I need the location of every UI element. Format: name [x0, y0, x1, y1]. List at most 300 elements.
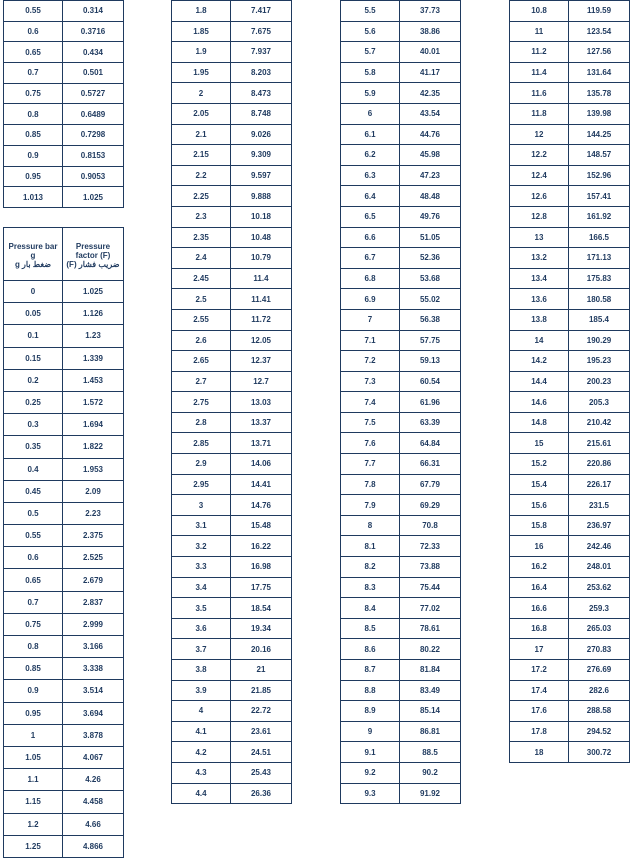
- table-row: [510, 289, 630, 310]
- pressure-cell: 13.2: [510, 248, 569, 269]
- factor-cell: 1.822: [63, 436, 124, 458]
- table-row: [341, 165, 461, 186]
- factor-cell: 253.62: [569, 577, 630, 598]
- pressure-table-col1-bottom: [3, 227, 124, 858]
- factor-cell: 4.067: [63, 746, 124, 768]
- pressure-cell: 0.15: [4, 347, 63, 369]
- factor-cell: 139.98: [569, 103, 630, 124]
- table-row: [172, 412, 292, 433]
- pressure-cell: 2.2: [172, 165, 231, 186]
- table-row: [172, 762, 292, 783]
- pressure-cell: 7.8: [341, 474, 400, 495]
- factor-cell: 8.748: [231, 103, 292, 124]
- factor-cell: 72.33: [400, 536, 461, 557]
- table-row: [510, 392, 630, 413]
- table-row: [510, 42, 630, 63]
- table-row: [4, 347, 124, 369]
- pressure-cell: 1.95: [172, 62, 231, 83]
- table-row: [341, 227, 461, 248]
- factor-cell: 0.3716: [63, 21, 124, 42]
- factor-cell: 78.61: [400, 618, 461, 639]
- factor-cell: 0.9053: [63, 166, 124, 187]
- factor-cell: 0.501: [63, 63, 124, 84]
- pressure-cell: 0.5: [4, 502, 63, 524]
- table-row: [4, 791, 124, 813]
- table-row: [341, 557, 461, 578]
- table-row: [172, 598, 292, 619]
- factor-cell: 10.48: [231, 227, 292, 248]
- factor-cell: 73.88: [400, 557, 461, 578]
- factor-cell: 1.953: [63, 458, 124, 480]
- table-row: [4, 436, 124, 458]
- pressure-cell: 6.7: [341, 248, 400, 269]
- table-row: [172, 186, 292, 207]
- pressure-cell: 0.65: [4, 569, 63, 591]
- pressure-cell: 5.5: [341, 1, 400, 22]
- pressure-cell: 0.7: [4, 63, 63, 84]
- factor-cell: 288.58: [569, 701, 630, 722]
- pressure-cell: 4.4: [172, 783, 231, 804]
- table-row: [4, 769, 124, 791]
- pressure-cell: 3.8: [172, 660, 231, 681]
- pressure-cell: 2.95: [172, 474, 231, 495]
- factor-cell: 190.29: [569, 330, 630, 351]
- table-row: [510, 309, 630, 330]
- factor-cell: 3.878: [63, 724, 124, 746]
- table-row: [341, 762, 461, 783]
- pressure-cell: 0.8: [4, 636, 63, 658]
- pressure-cell: 6.4: [341, 186, 400, 207]
- factor-cell: 0.5727: [63, 83, 124, 104]
- factor-cell: 242.46: [569, 536, 630, 557]
- pressure-cell: 12.6: [510, 186, 569, 207]
- table-row: [510, 742, 630, 763]
- table-row: [510, 268, 630, 289]
- table-row: [510, 639, 630, 660]
- factor-cell: 4.458: [63, 791, 124, 813]
- pressure-cell: 6.5: [341, 206, 400, 227]
- table-row: [510, 495, 630, 516]
- table-row: [510, 577, 630, 598]
- table-row: [510, 145, 630, 166]
- table-row: [4, 525, 124, 547]
- table-row: [172, 227, 292, 248]
- factor-cell: 0.8153: [63, 145, 124, 166]
- pressure-cell: 7.3: [341, 371, 400, 392]
- factor-cell: 1.23: [63, 325, 124, 347]
- factor-cell: 9.309: [231, 145, 292, 166]
- pressure-cell: 17.2: [510, 660, 569, 681]
- pressure-cell: 2.6: [172, 330, 231, 351]
- pressure-cell: 9.1: [341, 742, 400, 763]
- pressure-cell: 0.2: [4, 369, 63, 391]
- factor-cell: 0.434: [63, 42, 124, 63]
- table-row: [341, 474, 461, 495]
- table-row: [172, 783, 292, 804]
- factor-cell: 180.58: [569, 289, 630, 310]
- table-row: [510, 660, 630, 681]
- pressure-cell: 16.8: [510, 618, 569, 639]
- factor-cell: 59.13: [400, 351, 461, 372]
- factor-cell: 10.79: [231, 248, 292, 269]
- pressure-cell: 1.013: [4, 187, 63, 208]
- factor-cell: 11.41: [231, 289, 292, 310]
- factor-cell: 0.7298: [63, 125, 124, 146]
- factor-cell: 17.75: [231, 577, 292, 598]
- pressure-cell: 1.85: [172, 21, 231, 42]
- pressure-cell: 16.2: [510, 557, 569, 578]
- pressure-cell: 11: [510, 21, 569, 42]
- factor-cell: 63.39: [400, 412, 461, 433]
- pressure-cell: 16: [510, 536, 569, 557]
- table-row: [341, 248, 461, 269]
- pressure-cell: 2: [172, 83, 231, 104]
- table-row: [341, 701, 461, 722]
- table-row: [172, 618, 292, 639]
- factor-cell: 157.41: [569, 186, 630, 207]
- pressure-cell: 0.75: [4, 613, 63, 635]
- table-row: [510, 433, 630, 454]
- factor-cell: 9.597: [231, 165, 292, 186]
- table-row: [341, 309, 461, 330]
- table-row: [341, 433, 461, 454]
- factor-cell: 11.4: [231, 268, 292, 289]
- pressure-cell: 2.75: [172, 392, 231, 413]
- pressure-table-col3: [340, 0, 461, 804]
- table-row: [172, 103, 292, 124]
- factor-cell: 200.23: [569, 371, 630, 392]
- pressure-cell: 11.4: [510, 62, 569, 83]
- pressure-cell: 3.5: [172, 598, 231, 619]
- table-row: [172, 21, 292, 42]
- table-row: [341, 83, 461, 104]
- table-row: [4, 187, 124, 208]
- pressure-table-col1-top: [3, 0, 124, 208]
- table-row: [172, 660, 292, 681]
- pressure-cell: 0.25: [4, 391, 63, 413]
- pressure-cell: 0.45: [4, 480, 63, 502]
- pressure-cell: 12.8: [510, 206, 569, 227]
- factor-cell: 12.7: [231, 371, 292, 392]
- pressure-cell: 8.3: [341, 577, 400, 598]
- table-row: [172, 639, 292, 660]
- factor-cell: 42.35: [400, 83, 461, 104]
- factor-cell: 13.37: [231, 412, 292, 433]
- pressure-cell: 3.6: [172, 618, 231, 639]
- factor-cell: 12.05: [231, 330, 292, 351]
- header-pressure-factor: Pressure factor (F) (F) ﺿﺮﻳﺐ ﻓﺸﺎﺭ: [63, 228, 124, 281]
- factor-cell: 7.675: [231, 21, 292, 42]
- pressure-cell: 5.9: [341, 83, 400, 104]
- pressure-cell: 6.9: [341, 289, 400, 310]
- factor-cell: 265.03: [569, 618, 630, 639]
- table-row: [172, 62, 292, 83]
- pressure-cell: 6.1: [341, 124, 400, 145]
- pressure-cell: 2.1: [172, 124, 231, 145]
- pressure-cell: 11.2: [510, 42, 569, 63]
- factor-cell: 127.56: [569, 42, 630, 63]
- table-row: [341, 639, 461, 660]
- table-row: [510, 21, 630, 42]
- pressure-cell: 14.6: [510, 392, 569, 413]
- table-row: [510, 330, 630, 351]
- table-row: [172, 433, 292, 454]
- factor-cell: 3.514: [63, 680, 124, 702]
- table-row: [510, 618, 630, 639]
- pressure-cell: 1: [4, 724, 63, 746]
- pressure-cell: 0.95: [4, 702, 63, 724]
- pressure-cell: 2.5: [172, 289, 231, 310]
- table-row: [510, 62, 630, 83]
- table-row: [4, 325, 124, 347]
- factor-cell: 185.4: [569, 309, 630, 330]
- table-row: [172, 454, 292, 475]
- table-row: [4, 680, 124, 702]
- table-row: [4, 125, 124, 146]
- pressure-cell: 3.7: [172, 639, 231, 660]
- factor-cell: 4.66: [63, 813, 124, 835]
- table-row: [4, 702, 124, 724]
- factor-cell: 57.75: [400, 330, 461, 351]
- pressure-cell: 4.2: [172, 742, 231, 763]
- table-row: [510, 515, 630, 536]
- pressure-cell: 0.35: [4, 436, 63, 458]
- table-row: [510, 412, 630, 433]
- factor-cell: 0.6489: [63, 104, 124, 125]
- factor-cell: 1.025: [63, 187, 124, 208]
- factor-cell: 161.92: [569, 206, 630, 227]
- table-row: [510, 536, 630, 557]
- table-row: [4, 21, 124, 42]
- table-row: [341, 186, 461, 207]
- pressure-cell: 8.8: [341, 680, 400, 701]
- factor-cell: 3.694: [63, 702, 124, 724]
- factor-cell: 81.84: [400, 660, 461, 681]
- table-row: [172, 742, 292, 763]
- table-row: [172, 351, 292, 372]
- table-row: [4, 502, 124, 524]
- factor-cell: 21: [231, 660, 292, 681]
- factor-cell: 83.49: [400, 680, 461, 701]
- pressure-cell: 15.8: [510, 515, 569, 536]
- table-row: [4, 63, 124, 84]
- table-row: [341, 206, 461, 227]
- pressure-cell: 18: [510, 742, 569, 763]
- pressure-cell: 3.4: [172, 577, 231, 598]
- table-row: [510, 454, 630, 475]
- pressure-cell: 12: [510, 124, 569, 145]
- pressure-cell: 2.8: [172, 412, 231, 433]
- factor-cell: 80.22: [400, 639, 461, 660]
- table-row: [4, 1, 124, 22]
- pressure-cell: 14.4: [510, 371, 569, 392]
- pressure-cell: 2.4: [172, 248, 231, 269]
- pressure-cell: 15.6: [510, 495, 569, 516]
- pressure-cell: 0.95: [4, 166, 63, 187]
- pressure-cell: 13.6: [510, 289, 569, 310]
- factor-cell: 7.937: [231, 42, 292, 63]
- pressure-cell: 8.7: [341, 660, 400, 681]
- pressure-cell: 2.3: [172, 206, 231, 227]
- table-row: [4, 458, 124, 480]
- table-row: [510, 227, 630, 248]
- pressure-cell: 1.25: [4, 835, 63, 857]
- pressure-cell: 4: [172, 701, 231, 722]
- factor-cell: 85.14: [400, 701, 461, 722]
- table-row: [4, 613, 124, 635]
- factor-cell: 14.76: [231, 495, 292, 516]
- factor-cell: 144.25: [569, 124, 630, 145]
- table-row: [510, 721, 630, 742]
- pressure-cell: 0.05: [4, 303, 63, 325]
- table-row: [172, 268, 292, 289]
- factor-cell: 86.81: [400, 721, 461, 742]
- table-row: [510, 598, 630, 619]
- pressure-cell: 8.5: [341, 618, 400, 639]
- factor-cell: 40.01: [400, 42, 461, 63]
- table-row: [510, 1, 630, 22]
- pressure-cell: 17.6: [510, 701, 569, 722]
- factor-cell: 61.96: [400, 392, 461, 413]
- factor-cell: 2.679: [63, 569, 124, 591]
- table-row: [341, 371, 461, 392]
- table-row: [341, 660, 461, 681]
- header-pressure-bar: Pressure bar g g ﺿﻐﻂ ﺑﺎﺭ: [4, 228, 63, 281]
- table-row: [510, 557, 630, 578]
- table-row: [510, 103, 630, 124]
- pressure-table-col4: [509, 0, 630, 763]
- pressure-cell: 2.7: [172, 371, 231, 392]
- pressure-cell: 7.9: [341, 495, 400, 516]
- pressure-cell: 6.2: [341, 145, 400, 166]
- pressure-cell: 5.6: [341, 21, 400, 42]
- factor-cell: 270.83: [569, 639, 630, 660]
- factor-cell: 23.61: [231, 721, 292, 742]
- factor-cell: 66.31: [400, 454, 461, 475]
- pressure-cell: 12.4: [510, 165, 569, 186]
- factor-cell: 282.6: [569, 680, 630, 701]
- table-row: [172, 145, 292, 166]
- table-row: [172, 289, 292, 310]
- table-header-row: [4, 228, 124, 281]
- factor-cell: 91.92: [400, 783, 461, 804]
- factor-cell: 38.86: [400, 21, 461, 42]
- table-row: [4, 83, 124, 104]
- table-row: [341, 495, 461, 516]
- table-row: [341, 103, 461, 124]
- pressure-cell: 0.85: [4, 125, 63, 146]
- factor-cell: 2.23: [63, 502, 124, 524]
- pressure-cell: 7.7: [341, 454, 400, 475]
- factor-cell: 26.36: [231, 783, 292, 804]
- table-row: [4, 145, 124, 166]
- pressure-cell: 7.4: [341, 392, 400, 413]
- factor-cell: 9.888: [231, 186, 292, 207]
- table-row: [4, 104, 124, 125]
- factor-cell: 13.03: [231, 392, 292, 413]
- table-row: [341, 536, 461, 557]
- pressure-cell: 0.1: [4, 325, 63, 347]
- pressure-cell: 17.4: [510, 680, 569, 701]
- pressure-cell: 0.65: [4, 42, 63, 63]
- factor-cell: 2.09: [63, 480, 124, 502]
- table-row: [341, 618, 461, 639]
- pressure-cell: 3.9: [172, 680, 231, 701]
- pressure-cell: 1.15: [4, 791, 63, 813]
- pressure-cell: 2.65: [172, 351, 231, 372]
- table-row: [341, 145, 461, 166]
- factor-cell: 51.05: [400, 227, 461, 248]
- factor-cell: 19.34: [231, 618, 292, 639]
- factor-cell: 37.73: [400, 1, 461, 22]
- table-row: [341, 62, 461, 83]
- pressure-cell: 2.35: [172, 227, 231, 248]
- pressure-cell: 2.9: [172, 454, 231, 475]
- table-row: [172, 1, 292, 22]
- factor-cell: 12.37: [231, 351, 292, 372]
- table-row: [4, 724, 124, 746]
- pressure-cell: 3.3: [172, 557, 231, 578]
- factor-cell: 2.837: [63, 591, 124, 613]
- factor-cell: 148.57: [569, 145, 630, 166]
- factor-cell: 3.166: [63, 636, 124, 658]
- pressure-cell: 4.1: [172, 721, 231, 742]
- table-row: [172, 577, 292, 598]
- factor-cell: 24.51: [231, 742, 292, 763]
- table-row: [341, 124, 461, 145]
- pressure-cell: 2.05: [172, 103, 231, 124]
- factor-cell: 1.453: [63, 369, 124, 391]
- factor-cell: 9.026: [231, 124, 292, 145]
- factor-cell: 88.5: [400, 742, 461, 763]
- factor-cell: 1.339: [63, 347, 124, 369]
- table-row: [4, 303, 124, 325]
- pressure-cell: 2.45: [172, 268, 231, 289]
- factor-cell: 48.48: [400, 186, 461, 207]
- factor-cell: 236.97: [569, 515, 630, 536]
- factor-cell: 14.41: [231, 474, 292, 495]
- pressure-cell: 13: [510, 227, 569, 248]
- pressure-cell: 0.7: [4, 591, 63, 613]
- factor-cell: 1.025: [63, 281, 124, 303]
- factor-cell: 75.44: [400, 577, 461, 598]
- pressure-cell: 8: [341, 515, 400, 536]
- table-row: [341, 742, 461, 763]
- factor-cell: 1.126: [63, 303, 124, 325]
- pressure-cell: 5.7: [341, 42, 400, 63]
- factor-cell: 11.72: [231, 309, 292, 330]
- factor-cell: 2.375: [63, 525, 124, 547]
- pressure-cell: 0.9: [4, 145, 63, 166]
- pressure-cell: 2.25: [172, 186, 231, 207]
- factor-cell: 64.84: [400, 433, 461, 454]
- table-row: [510, 701, 630, 722]
- pressure-cell: 0.55: [4, 1, 63, 22]
- table-row: [172, 371, 292, 392]
- table-row: [4, 658, 124, 680]
- table-row: [172, 124, 292, 145]
- table-row: [341, 392, 461, 413]
- factor-cell: 1.694: [63, 414, 124, 436]
- pressure-cell: 3.2: [172, 536, 231, 557]
- pressure-cell: 15: [510, 433, 569, 454]
- pressure-cell: 0.6: [4, 547, 63, 569]
- pressure-cell: 6.3: [341, 165, 400, 186]
- factor-cell: 49.76: [400, 206, 461, 227]
- factor-cell: 16.22: [231, 536, 292, 557]
- table-row: [510, 124, 630, 145]
- pressure-cell: 0.9: [4, 680, 63, 702]
